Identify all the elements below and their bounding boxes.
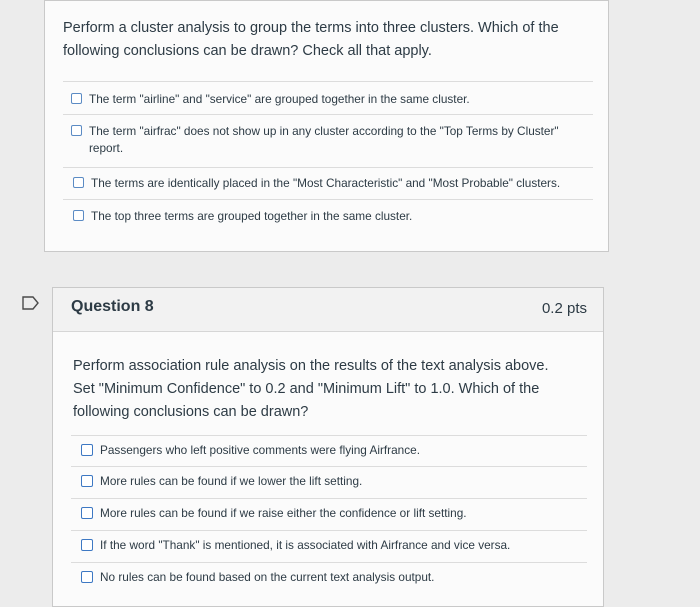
q7-option-4[interactable] [73, 208, 583, 225]
divider [63, 81, 593, 82]
question-8-header [53, 288, 603, 332]
flag-question-icon[interactable] [22, 296, 40, 310]
question-8-card [52, 287, 604, 607]
q8-option-1-label: Passengers who left positive comments were flying Airfrance. [100, 443, 420, 457]
q8-option-5-label: No rules can be found based on the current text analysis output. [100, 570, 435, 584]
question-8-prompt: Perform association rule analysis on the results of the text analysis above. Set "Minimum Confidence" to 0.2 and "Minimum Lift" to 1.0. Which of the following conclusions can be drawn? [73, 358, 549, 420]
checkbox[interactable] [81, 571, 93, 583]
q8-option-4-label: If the word "Thank" is mentioned, it is associated with Airfrance and vice versa. [100, 538, 511, 552]
checkbox[interactable] [81, 475, 93, 487]
divider [71, 435, 587, 436]
question-title: Question 8 [71, 298, 154, 315]
divider [71, 530, 587, 531]
question-7-prompt: Perform a cluster analysis to group the terms into three clusters. Which of the following conclusions can be drawn? Check all that apply. [63, 20, 559, 59]
question-points: 0.2 pts [541, 300, 587, 317]
checkbox[interactable] [73, 177, 84, 188]
divider [71, 562, 587, 563]
q8-option-2-label: More rules can be found if we lower the lift setting. [100, 474, 363, 488]
q8-option-4[interactable] [81, 537, 581, 554]
checkbox[interactable] [71, 93, 82, 104]
q8-option-3-label: More rules can be found if we raise either the confidence or lift setting. [100, 506, 467, 520]
q7-option-3[interactable] [73, 175, 583, 192]
q7-option-1-label: The term "airline" and "service" are grouped together in the same cluster. [89, 92, 470, 106]
divider [71, 466, 587, 467]
q7-option-3-label: The terms are identically placed in the "Most Characteristic" and "Most Probable" clusters. [91, 176, 561, 190]
divider [63, 199, 593, 200]
q7-option-2-label: The term "airfrac" does not show up in any cluster according to the "Top Terms by Cluster" report. [89, 124, 559, 155]
checkbox[interactable] [71, 125, 82, 136]
q7-option-4-label: The top three terms are grouped together in the same cluster. [91, 209, 413, 223]
checkbox[interactable] [73, 210, 84, 221]
checkbox[interactable] [81, 444, 93, 456]
divider [63, 114, 593, 115]
divider [71, 498, 587, 499]
q8-option-2[interactable] [81, 473, 581, 490]
checkbox[interactable] [81, 507, 93, 519]
divider [63, 167, 593, 168]
q8-option-1[interactable] [81, 442, 581, 459]
question-7-card [44, 0, 609, 252]
q7-option-2[interactable] [71, 123, 591, 157]
q8-option-3[interactable] [81, 505, 581, 522]
q8-option-5[interactable] [81, 569, 581, 586]
checkbox[interactable] [81, 539, 93, 551]
q7-option-1[interactable] [71, 91, 581, 108]
